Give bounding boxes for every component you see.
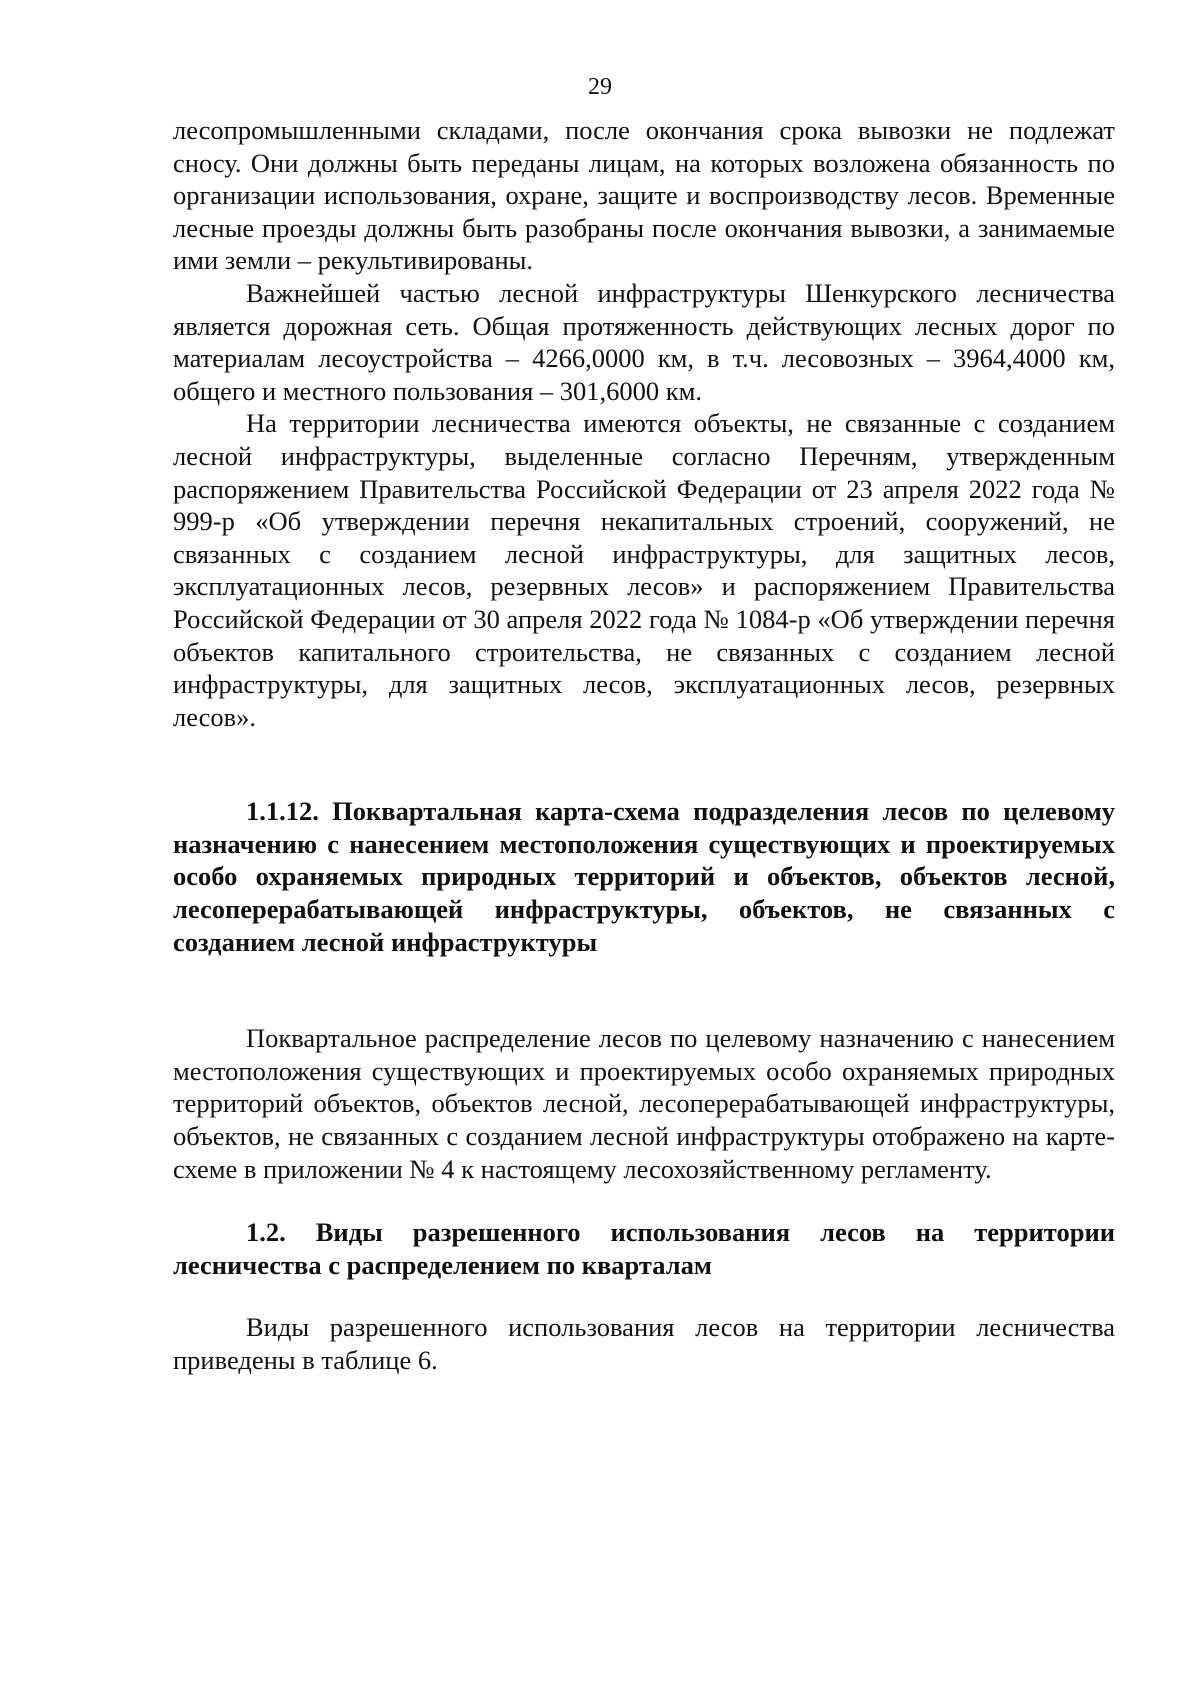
section-heading-1-2: 1.2. Виды разрешенного использования лесов на территории лесничества с распределением по кварталам (173, 1217, 1115, 1280)
spacer (173, 958, 1115, 1022)
spacer (173, 1185, 1115, 1216)
paragraph-unrelated-objects: На территории лесничества имеются объекты, не связанные с созданием лесной инфраструктуры, выделенные согласно Перечням, утвержденным распоряжением Правительства Российской Федерации от 23 апреля 2022 года № 999-р «Об утверждении перечня некапитальных строений, сооружений, не связанных с созданием лесной инфраструктуры, для защитных лесов, эксплуатационных лесов, резервных лесов» и распоряжением Правительства Российской Федерации от 30 апреля 2022 года № 1084-р «Об утверждении перечня объектов капитального строительства, не связанных с созданием лесной инфраструктуры, для защитных лесов, эксплуатационных лесов, резервных лесов». (173, 408, 1115, 732)
spacer (173, 733, 1115, 795)
paragraph-continued: лесопромышленными складами, после окончания срока вывозки не подлежат сносу. Они должны быть переданы лицам, на которых возложена обязанность по организации использования, охране, защите и воспроизводству лесов. Временные лесные проезды должны быть разобраны после окончания вывозки, а занимаемые ими земли – рекультивированы. (173, 115, 1115, 276)
paragraph-map-scheme: Поквартальное распределение лесов по целевому назначению с нанесением местоположения существующих и проектируемых особо охраняемых природных территорий объектов, объектов лесной, лесоперерабатывающей инфраструктуры, объектов, не связанных с созданием лесной инфраструктуры отображено на карте-схеме в приложении № 4 к настоящему лесохозяйственному регламенту. (173, 1023, 1115, 1184)
page-number: 29 (588, 74, 612, 100)
paragraph-road-network: Важнейшей частью лесной инфраструктуры Шенкурского лесничества является дорожная сеть. Общая протяженность действующих лесных дорог по материалам лесоустройства – 4266,0000 км, в т.ч. лесовозных – 3964,4000 км, общего и местного пользования – 301,6000 км. (173, 277, 1115, 406)
spacer (173, 1281, 1115, 1311)
page-content (173, 114, 1115, 1377)
paragraph-permitted-use: Виды разрешенного использования лесов на территории лесничества приведены в таблице 6. (173, 1312, 1115, 1375)
section-heading-1-1-12: 1.1.12. Поквартальная карта-схема подразделения лесов по целевому назначению с нанесением местоположения существующих и проектируемых особо охраняемых природных территорий и объектов, объектов лесной, лесоперерабатывающей инфраструктуры, объектов, не связанных с созданием лесной инфраструктуры (173, 796, 1115, 957)
